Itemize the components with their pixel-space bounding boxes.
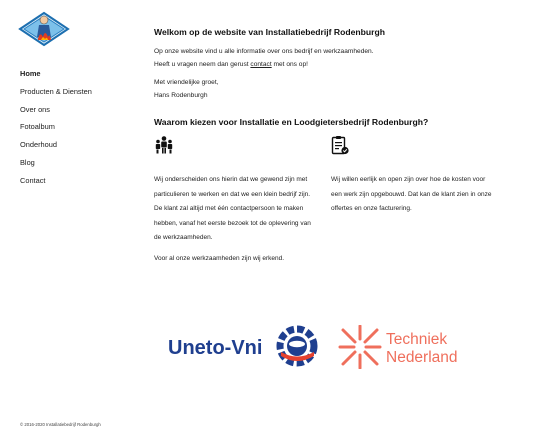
- contact-link[interactable]: contact: [250, 60, 272, 68]
- why-left-line: De klant zal altijd met één contactpersoon te maken: [154, 205, 304, 212]
- techniek-nederland-line2: Nederland: [386, 349, 458, 366]
- why-column-right: [331, 175, 503, 219]
- uneto-vni-emblem: [280, 329, 314, 363]
- techniek-nederland-logo[interactable]: [338, 325, 472, 369]
- contact-prompt-start: Heeft u vragen neem dan gerust: [154, 60, 251, 68]
- company-logo[interactable]: [18, 9, 70, 49]
- contact-prompt: [154, 60, 504, 73]
- certification-note: Voor al onze werkzaamheden zijn wij erkend.: [154, 255, 285, 262]
- why-right-line: Wij willen eerlijk en open zijn over hoe de kosten voor: [331, 176, 486, 183]
- page-title: Welkom op de website van Installatiebedrijf Rodenburgh: [154, 27, 385, 37]
- intro-text: Op onze website vind u alle informatie over ons bedrijf en werkzaamheden.: [154, 48, 374, 55]
- techniek-nederland-line1: Techniek: [386, 331, 448, 348]
- why-column-left: [154, 175, 326, 248]
- techniek-nederland-emblem: [340, 326, 380, 368]
- nav-item-onderhoud[interactable]: Onderhoud: [20, 140, 57, 150]
- nav-item-blog[interactable]: Blog: [20, 157, 35, 167]
- clipboard-check-icon: [331, 135, 349, 155]
- intro-section: [154, 27, 504, 103]
- footer-copyright: © 2016-2020 Installatiebedrijf Rodenburgh: [20, 422, 101, 427]
- contact-prompt-end: met ons op!: [271, 60, 308, 68]
- greeting: Met vriendelijke groet,: [154, 79, 219, 86]
- why-right-line: een werk zijn opgebouwd. Dat kan de klant zien in onze: [331, 190, 492, 198]
- uneto-vni-wordmark: Uneto-Vni: [168, 337, 263, 359]
- nav-item-over-ons[interactable]: Over ons: [20, 104, 50, 114]
- team-icon: [154, 135, 174, 155]
- why-left-line: de werkzaamheden.: [154, 234, 213, 241]
- why-right-line: offertes en onze facturering.: [331, 205, 412, 212]
- nav-item-contact[interactable]: Contact: [20, 175, 46, 185]
- nav-item-producten-diensten[interactable]: Producten & Diensten: [20, 86, 92, 96]
- why-left-line: hebben, vanaf het eerste bezoek tot de oplevering van: [154, 219, 311, 227]
- uneto-vni-logo[interactable]: [168, 325, 320, 367]
- nav-item-home[interactable]: Home: [20, 69, 41, 78]
- why-left-line: particulieren te werken en dat we een klein bedrijf zijn.: [154, 190, 311, 198]
- why-left-line: Wij onderscheiden ons hierin dat we gewend zijn met: [154, 176, 308, 183]
- signature: Hans Rodenburgh: [154, 91, 208, 99]
- why-heading: Waarom kiezen voor Installatie en Loodgietersbedrijf Rodenburgh?: [154, 117, 429, 127]
- nav-item-fotoalbum[interactable]: Fotoalbum: [20, 122, 55, 132]
- main-nav: [20, 68, 130, 193]
